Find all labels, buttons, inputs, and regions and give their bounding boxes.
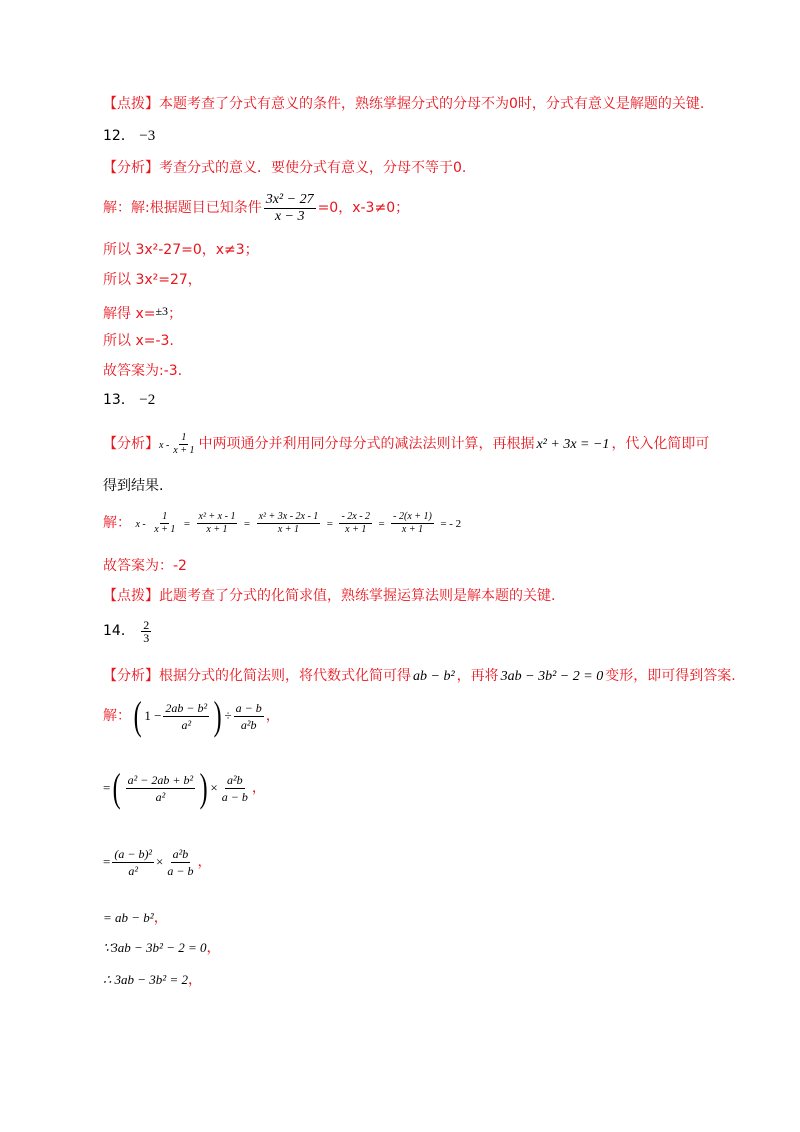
solution-14-line-6: ∴ 3ab − 3b² = 2，	[103, 972, 202, 988]
answer-line-13: 故答案为：-2	[103, 558, 187, 574]
answer-14: 14． $\frac{2}{3}$	[103, 617, 150, 645]
plus-minus-value: ±3	[155, 304, 169, 318]
solution-12-line-5: 所以 x=-3.	[103, 333, 174, 349]
solution-intro: 解：解:根据题目已知条件	[103, 200, 262, 216]
answer-value: −3	[139, 128, 156, 144]
solution-12-line-4: 解得 x=±3；	[103, 304, 183, 322]
note-line-13: 【点拨】此题考查了分式的化简求值，熟练掌握运算法则是解本题的关键.	[103, 588, 556, 604]
note-line-1	[103, 94, 704, 114]
solution-12-line-1	[103, 190, 409, 226]
solution-12-line-2: 所以 3x²-27=0，x≠3；	[103, 242, 259, 258]
analysis-14: 【分析】根据分式的化简法则，将代数式化简可得 ab − b² ，再将 3ab − 3b² − 2 = 0 变形，即可得到答案.	[103, 668, 736, 684]
analysis-13-cont: 得到结果.	[103, 478, 164, 494]
solution-14-line-2: =( $\frac{\text{a² − 2ab + b²}}{\text{a²}}$ ) × $\frac{\text{a²b}}{a - b}$ ，	[103, 765, 266, 810]
condition-text: =0，x-3≠0；	[317, 200, 410, 216]
tag-dianbo: 【点拨】	[103, 96, 159, 112]
note-text: 本题考查了分式有意义的条件，熟练掌握分式的分母不为0时，分式有意义是解题的关键.	[159, 96, 705, 112]
tag-fenxi: 【分析】	[103, 160, 159, 176]
solution-14-line-5: ∵3ab − 3b² − 2 = 0，	[103, 940, 221, 956]
analysis-13: 【分析】x - $\frac{1}{x + 1}$ 中两项通分并利用同分母分式的减法法则计算，再根据 x² + 3x = −1 ，代入化简即可	[103, 431, 710, 456]
question-number: 12．	[103, 128, 135, 144]
solution-12-line-3: 所以 3x²=27，	[103, 272, 202, 288]
analysis-text: 考查分式的意义．要使分式有意义，分母不等于0.	[159, 160, 467, 176]
analysis-12	[103, 158, 466, 178]
answer-13: 13． −2	[103, 392, 156, 408]
solution-13: 解： x - $\frac{1}{x + 1}$ = $\frac{\text{x² + x - 1}}{x + 1}$ = $\frac{\text{x² + 3x - 2x - 1}}{x + 1}$ = $\frac{- 2x - 2}{x + 1}$ = $\frac{- 2(x + 1)}{x + 1}$ = - 2	[103, 510, 462, 535]
solution-12-line-6: 故答案为:-3.	[103, 363, 183, 379]
fraction: $\frac{\text{3x² − 27}}{x - 3}$	[265, 191, 314, 224]
solution-14-line-4: = ab − b²，	[103, 910, 168, 926]
solution-14-line-3: = $\frac{\text{(a − b)²}}{\text{a²}}$ × $\frac{\text{a²b}}{a - b}$ ，	[103, 846, 212, 878]
solution-14-line-1: 解：( 1 − $\frac{\text{2ab − b²}}{\text{a²}}$ ) ÷ $\frac{a - b}{\text{a²b}}$ ，	[103, 693, 280, 738]
answer-12	[103, 126, 155, 146]
